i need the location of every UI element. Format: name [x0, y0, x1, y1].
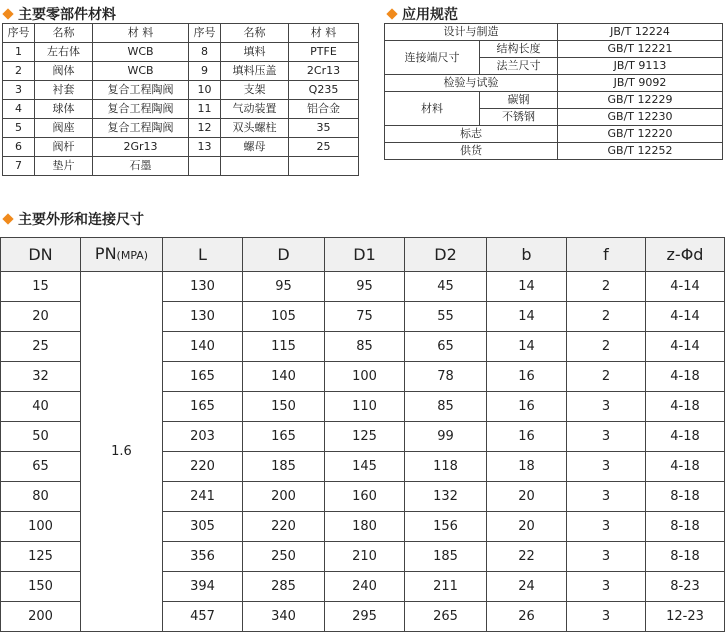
dn-cell: 65: [1, 452, 81, 482]
f-cell: 3: [567, 422, 646, 452]
dims-heading: [4, 209, 144, 229]
table-cell: 11: [189, 100, 221, 119]
dn-cell: 100: [1, 512, 81, 542]
l-cell: 130: [163, 302, 243, 332]
table-cell: 3: [3, 81, 35, 100]
d-header: D: [243, 238, 325, 272]
table-cell: 球体: [35, 100, 93, 119]
d2-cell: 65: [405, 332, 487, 362]
table-cell: [221, 157, 289, 176]
table-row: [3, 119, 359, 138]
table-cell: 阀座: [35, 119, 93, 138]
spec-sublabel: 结构长度: [480, 41, 558, 58]
table-cell: 1: [3, 43, 35, 62]
table-row: [3, 43, 359, 62]
f-cell: 2: [567, 362, 646, 392]
table-cell: 5: [3, 119, 35, 138]
dn-cell: 15: [1, 272, 81, 302]
parts-header-cell: 材 料: [93, 24, 189, 43]
table-cell: 双头螺柱: [221, 119, 289, 138]
d1-cell: 180: [325, 512, 405, 542]
d1-cell: 145: [325, 452, 405, 482]
d2-header: D2: [405, 238, 487, 272]
spec-group-label: 材料: [385, 92, 480, 126]
table-row: [1, 272, 725, 302]
l-cell: 220: [163, 452, 243, 482]
l-cell: 203: [163, 422, 243, 452]
d-cell: 95: [243, 272, 325, 302]
pn-unit: (MPA): [116, 249, 149, 262]
d1-cell: 95: [325, 272, 405, 302]
b-cell: 14: [487, 332, 567, 362]
f-cell: 3: [567, 482, 646, 512]
b-cell: 20: [487, 512, 567, 542]
d1-cell: 125: [325, 422, 405, 452]
d-cell: 200: [243, 482, 325, 512]
table-cell: 支架: [221, 81, 289, 100]
d1-cell: 85: [325, 332, 405, 362]
table-row: [385, 75, 723, 92]
zd-cell: 4-18: [646, 362, 725, 392]
parts-header-cell: 名称: [35, 24, 93, 43]
dims-heading-text: 主要外形和连接尺寸: [18, 212, 144, 228]
table-row: [385, 92, 723, 109]
d-cell: 340: [243, 602, 325, 632]
l-cell: 165: [163, 362, 243, 392]
d2-cell: 78: [405, 362, 487, 392]
dimensions-table: [0, 237, 725, 632]
spec-value: JB/T 12224: [558, 24, 723, 41]
f-cell: 2: [567, 302, 646, 332]
specs-table: [384, 23, 723, 160]
spec-value: GB/T 12230: [558, 109, 723, 126]
table-row: [385, 41, 723, 58]
l-header: L: [163, 238, 243, 272]
zd-cell: 8-18: [646, 482, 725, 512]
table-cell: 垫片: [35, 157, 93, 176]
zd-cell: 8-18: [646, 512, 725, 542]
table-cell: 阀体: [35, 62, 93, 81]
d1-cell: 160: [325, 482, 405, 512]
d-cell: 115: [243, 332, 325, 362]
table-cell: 2: [3, 62, 35, 81]
zd-cell: 4-14: [646, 272, 725, 302]
b-cell: 22: [487, 542, 567, 572]
dn-cell: 32: [1, 362, 81, 392]
f-cell: 3: [567, 512, 646, 542]
d-cell: 220: [243, 512, 325, 542]
table-cell: 阀杆: [35, 138, 93, 157]
spec-value: JB/T 9113: [558, 58, 723, 75]
d2-cell: 156: [405, 512, 487, 542]
table-cell: 35: [289, 119, 359, 138]
table-cell: 铝合金: [289, 100, 359, 119]
table-row: [385, 143, 723, 160]
f-cell: 2: [567, 332, 646, 362]
parts-table: [2, 23, 359, 176]
l-cell: 165: [163, 392, 243, 422]
zd-header: z-Φd: [646, 238, 725, 272]
table-cell: 10: [189, 81, 221, 100]
l-cell: 305: [163, 512, 243, 542]
table-cell: 2Cr13: [289, 62, 359, 81]
b-header: b: [487, 238, 567, 272]
l-cell: 394: [163, 572, 243, 602]
table-row: [385, 24, 723, 41]
dn-cell: 200: [1, 602, 81, 632]
d2-cell: 118: [405, 452, 487, 482]
parts-header-row: [3, 24, 359, 43]
d2-cell: 55: [405, 302, 487, 332]
dn-cell: 150: [1, 572, 81, 602]
b-cell: 20: [487, 482, 567, 512]
parts-heading: [4, 4, 116, 24]
zd-cell: 12-23: [646, 602, 725, 632]
l-cell: 356: [163, 542, 243, 572]
dn-cell: 20: [1, 302, 81, 332]
parts-heading-text: 主要零部件材料: [18, 7, 116, 23]
d1-cell: 75: [325, 302, 405, 332]
diamond-bullet-icon: [386, 8, 397, 19]
table-row: [3, 157, 359, 176]
f-header: f: [567, 238, 646, 272]
l-cell: 241: [163, 482, 243, 512]
table-cell: 螺母: [221, 138, 289, 157]
spec-sublabel: 不锈钢: [480, 109, 558, 126]
diamond-bullet-icon: [2, 8, 13, 19]
pn-header-label: PN: [94, 244, 117, 263]
b-cell: 26: [487, 602, 567, 632]
table-cell: 衬套: [35, 81, 93, 100]
b-cell: 16: [487, 362, 567, 392]
d2-cell: 85: [405, 392, 487, 422]
spec-value: GB/T 12220: [558, 126, 723, 143]
specs-heading-text: 应用规范: [402, 7, 458, 23]
table-cell: 6: [3, 138, 35, 157]
d1-cell: 295: [325, 602, 405, 632]
d2-cell: 185: [405, 542, 487, 572]
d-cell: 185: [243, 452, 325, 482]
f-cell: 2: [567, 272, 646, 302]
spec-group-label: 连接端尺寸: [385, 41, 480, 75]
parts-header-cell: 序号: [3, 24, 35, 43]
d2-cell: 99: [405, 422, 487, 452]
diamond-bullet-icon: [2, 213, 13, 224]
parts-header-cell: 材 料: [289, 24, 359, 43]
d-cell: 165: [243, 422, 325, 452]
d1-header: D1: [325, 238, 405, 272]
table-cell: 12: [189, 119, 221, 138]
parts-header-cell: 序号: [189, 24, 221, 43]
b-cell: 14: [487, 272, 567, 302]
d2-cell: 45: [405, 272, 487, 302]
f-cell: 3: [567, 452, 646, 482]
f-cell: 3: [567, 542, 646, 572]
table-cell: 左右体: [35, 43, 93, 62]
b-cell: 18: [487, 452, 567, 482]
table-cell: 复合工程陶阀: [93, 119, 189, 138]
table-cell: 9: [189, 62, 221, 81]
d-cell: 140: [243, 362, 325, 392]
zd-cell: 8-23: [646, 572, 725, 602]
pn-header: [81, 238, 163, 272]
zd-cell: 8-18: [646, 542, 725, 572]
zd-cell: 4-18: [646, 392, 725, 422]
d-cell: 150: [243, 392, 325, 422]
spec-label: 标志: [385, 126, 558, 143]
b-cell: 24: [487, 572, 567, 602]
f-cell: 3: [567, 392, 646, 422]
table-row: [3, 138, 359, 157]
table-cell: [189, 157, 221, 176]
pn-cell: 1.6: [81, 272, 163, 632]
parts-header-cell: 名称: [221, 24, 289, 43]
d1-cell: 100: [325, 362, 405, 392]
table-cell: 8: [189, 43, 221, 62]
dn-cell: 125: [1, 542, 81, 572]
l-cell: 457: [163, 602, 243, 632]
table-cell: Q235: [289, 81, 359, 100]
spec-label: 设计与制造: [385, 24, 558, 41]
d2-cell: 265: [405, 602, 487, 632]
table-row: [3, 81, 359, 100]
d2-cell: 211: [405, 572, 487, 602]
spec-sublabel: 碳钢: [480, 92, 558, 109]
table-cell: 填料: [221, 43, 289, 62]
f-cell: 3: [567, 602, 646, 632]
table-cell: 25: [289, 138, 359, 157]
spec-value: GB/T 12229: [558, 92, 723, 109]
zd-cell: 4-18: [646, 422, 725, 452]
d1-cell: 110: [325, 392, 405, 422]
table-row: [3, 100, 359, 119]
dn-cell: 80: [1, 482, 81, 512]
table-cell: WCB: [93, 43, 189, 62]
l-cell: 130: [163, 272, 243, 302]
table-cell: 复合工程陶阀: [93, 100, 189, 119]
spec-label: 供货: [385, 143, 558, 160]
d-cell: 250: [243, 542, 325, 572]
table-cell: 填料压盖: [221, 62, 289, 81]
table-row: [385, 126, 723, 143]
specs-heading: [388, 4, 458, 24]
dn-header: DN: [1, 238, 81, 272]
table-cell: 7: [3, 157, 35, 176]
table-row: [3, 62, 359, 81]
dims-header-row: [1, 238, 725, 272]
dn-cell: 50: [1, 422, 81, 452]
d1-cell: 210: [325, 542, 405, 572]
dn-cell: 40: [1, 392, 81, 422]
b-cell: 16: [487, 422, 567, 452]
table-cell: 4: [3, 100, 35, 119]
spec-value: GB/T 12252: [558, 143, 723, 160]
spec-label: 检验与试验: [385, 75, 558, 92]
spec-sublabel: 法兰尺寸: [480, 58, 558, 75]
d-cell: 285: [243, 572, 325, 602]
table-cell: [289, 157, 359, 176]
b-cell: 14: [487, 302, 567, 332]
table-cell: 13: [189, 138, 221, 157]
spec-value: GB/T 12221: [558, 41, 723, 58]
d2-cell: 132: [405, 482, 487, 512]
table-cell: PTFE: [289, 43, 359, 62]
table-cell: 气动装置: [221, 100, 289, 119]
table-cell: 复合工程陶阀: [93, 81, 189, 100]
table-cell: 2Gr13: [93, 138, 189, 157]
zd-cell: 4-14: [646, 302, 725, 332]
dn-cell: 25: [1, 332, 81, 362]
table-cell: 石墨: [93, 157, 189, 176]
zd-cell: 4-14: [646, 332, 725, 362]
d1-cell: 240: [325, 572, 405, 602]
table-cell: WCB: [93, 62, 189, 81]
l-cell: 140: [163, 332, 243, 362]
spec-value: JB/T 9092: [558, 75, 723, 92]
zd-cell: 4-18: [646, 452, 725, 482]
d-cell: 105: [243, 302, 325, 332]
b-cell: 16: [487, 392, 567, 422]
f-cell: 3: [567, 572, 646, 602]
